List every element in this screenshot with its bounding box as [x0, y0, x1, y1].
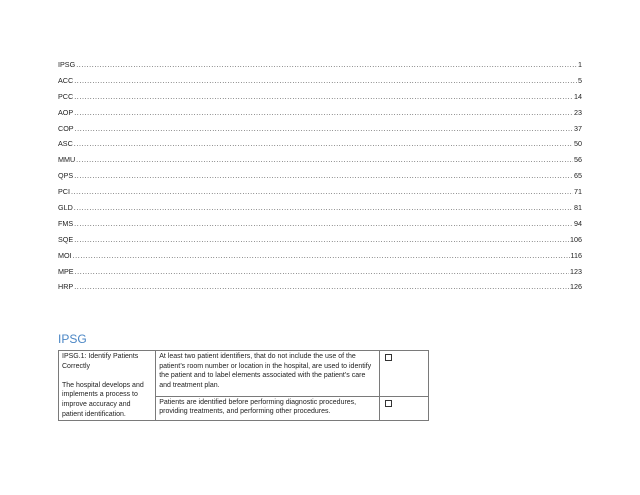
toc-entry[interactable] [58, 248, 582, 264]
toc-entry-label: MOI [58, 250, 72, 260]
element-cell [156, 351, 380, 397]
toc-entry-label: IPSG [58, 60, 76, 69]
toc-entry-page: 126 [570, 282, 582, 292]
toc-entry-page: 106 [570, 234, 582, 244]
toc-entry-label: GLD [58, 203, 73, 213]
toc-entry-label: COP [58, 123, 74, 133]
toc-entry-label: PCC [58, 91, 74, 101]
toc-leader-dots [74, 168, 573, 184]
toc-entry[interactable] [58, 73, 582, 89]
checkbox[interactable] [385, 400, 392, 407]
checkbox-cell [380, 351, 429, 397]
checkbox-cell [380, 396, 429, 421]
measurable-element: At least two patient identifiers, that do not include the use of the patient’s room number or location in the hospital, are used to identify the patient and to label elements associated with the patient’s care and treatment plan. [159, 353, 372, 389]
toc-entry[interactable] [58, 279, 582, 295]
standard-intent: The hospital develops and implements a process to improve accuracy and patient identification. [62, 381, 144, 418]
table-of-contents [58, 57, 582, 295]
section-heading: IPSG [58, 332, 87, 346]
toc-entry-page: 71 [574, 187, 582, 197]
toc-entry-page: 94 [574, 218, 582, 228]
toc-leader-dots [71, 184, 573, 200]
toc-leader-dots [74, 216, 573, 232]
toc-entry-page: 56 [574, 155, 582, 165]
toc-entry[interactable] [58, 57, 582, 73]
toc-entry[interactable] [58, 232, 582, 248]
toc-entry[interactable] [58, 105, 582, 121]
toc-leader-dots [76, 57, 577, 73]
toc-entry-page: 14 [574, 91, 582, 101]
toc-entry-page: 50 [574, 139, 582, 149]
standard-title: IPSG.1: Identify Patients Correctly [62, 353, 139, 370]
toc-entry-page: 23 [574, 107, 582, 117]
toc-entry-page: 116 [570, 250, 582, 260]
toc-entry[interactable] [58, 136, 582, 152]
toc-leader-dots [74, 200, 573, 216]
toc-entry[interactable] [58, 168, 582, 184]
toc-entry-page: 81 [574, 203, 582, 213]
toc-leader-dots [74, 279, 569, 295]
standard-cell [59, 351, 156, 421]
toc-entry-page: 37 [574, 123, 582, 133]
toc-entry-page: 65 [574, 171, 582, 181]
toc-entry[interactable] [58, 264, 582, 280]
toc-leader-dots [73, 248, 570, 264]
measurable-element: Patients are identified before performing diagnostic procedures, providing treatments, and performing other procedures. [159, 398, 357, 416]
toc-entry[interactable] [58, 121, 582, 137]
toc-leader-dots [75, 121, 573, 137]
toc-leader-dots [74, 136, 573, 152]
toc-entry-page: 5 [578, 75, 582, 85]
toc-entry-page: 1 [578, 60, 582, 69]
toc-leader-dots [74, 89, 573, 105]
toc-leader-dots [74, 73, 577, 89]
toc-entry-label: SQE [58, 234, 74, 244]
toc-leader-dots [74, 105, 573, 121]
toc-entry-label: FMS [58, 218, 74, 228]
toc-entry[interactable] [58, 152, 582, 168]
toc-entry-label: MMU [58, 155, 76, 165]
standards-table [58, 350, 429, 421]
toc-leader-dots [76, 152, 573, 168]
toc-entry-label: ASC [58, 139, 73, 149]
toc-leader-dots [75, 264, 569, 280]
toc-entry-label: QPS [58, 171, 74, 181]
element-cell [156, 396, 380, 421]
paragraph-gap [62, 371, 152, 381]
toc-entry-page: 123 [570, 266, 582, 276]
toc-entry-label: HRP [58, 282, 74, 292]
toc-leader-dots [74, 232, 569, 248]
toc-entry-label: AOP [58, 107, 74, 117]
checkbox[interactable] [385, 354, 392, 361]
toc-entry[interactable] [58, 184, 582, 200]
toc-entry-label: MPE [58, 266, 74, 276]
toc-entry-label: ACC [58, 75, 74, 85]
toc-entry[interactable] [58, 200, 582, 216]
toc-entry-label: PCI [58, 187, 70, 197]
toc-entry[interactable] [58, 89, 582, 105]
toc-entry[interactable] [58, 216, 582, 232]
table-row [59, 351, 429, 397]
